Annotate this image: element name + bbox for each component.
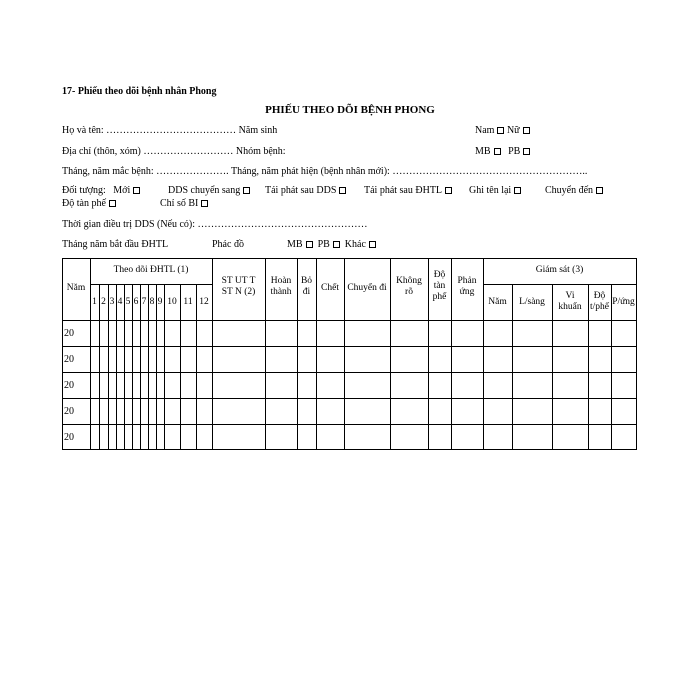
subject-transfer-label: Chuyển đến — [545, 185, 594, 196]
col-year-header: Năm — [66, 283, 86, 293]
month-header-8: 8 — [149, 297, 155, 307]
col-unknown-header — [390, 276, 428, 298]
name-field: Họ và tên: ………………………………… Năm sinh — [62, 125, 278, 136]
monitor-year-header: Năm — [488, 297, 507, 307]
col-reaction-line1: Phản — [457, 276, 477, 286]
row-year-2: 20 — [64, 354, 74, 365]
gender-female-label: Nữ — [506, 125, 520, 136]
monitor-bact-line2: khuẩn — [558, 302, 582, 312]
month-header-9: 9 — [157, 297, 163, 307]
col-disab-line2: tàn — [433, 281, 446, 291]
col-disab-line1: Độ — [433, 270, 446, 280]
month-header-3: 3 — [109, 297, 115, 307]
subject-label: Đối tượng: — [62, 185, 106, 196]
col-complete-line1: Hoàn — [270, 276, 292, 286]
subject-relapse-dds-label: Tái phát sau DDS — [265, 185, 337, 196]
col-unknown-line1: Không — [396, 276, 422, 286]
monitor-bact-header — [552, 291, 588, 313]
col-quit-header — [297, 276, 316, 298]
col-disab-line3: phế — [432, 292, 447, 302]
col-complete-header — [265, 276, 297, 298]
row-year-3: 20 — [64, 380, 74, 391]
month-header-5: 5 — [125, 297, 131, 307]
col-followup-header: Theo dõi ĐHTL (1) — [113, 265, 189, 275]
regimen-pb-label: PB — [317, 239, 330, 250]
monitor-bact-line1: Vi — [565, 291, 575, 301]
subject-relapse-dhtl-label: Tái phát sau ĐHTL — [364, 185, 443, 196]
dds-time-field: Thời gian điều trị DDS (Nếu có): …………………………………………… — [62, 219, 368, 230]
monitor-disab-line2: t/phế — [590, 302, 609, 312]
regimen-mb-label: MB — [287, 239, 303, 250]
col-reaction-header — [451, 276, 483, 298]
disability-label: Độ tàn phế — [62, 198, 106, 209]
col-unknown-line2: rõ — [405, 287, 413, 297]
col-quit-line1: Bỏ — [300, 276, 313, 286]
start-dhtl-label: Tháng năm bắt đầu ĐHTL — [62, 239, 169, 250]
group-mb-label: MB — [475, 146, 491, 157]
col-stutt-header — [212, 276, 265, 298]
subject-dds-label: DDS chuyển sang — [168, 185, 241, 196]
col-stutt-line1: ST UT T — [221, 276, 256, 286]
month-header-2: 2 — [101, 297, 106, 307]
month-header-6: 6 — [133, 297, 139, 307]
address-field: Địa chỉ (thôn, xóm) ……………………… Nhóm bệnh: — [62, 146, 286, 157]
row-year-5: 20 — [64, 432, 74, 443]
col-quit-line2: đi — [302, 287, 311, 297]
month-header-10: 10 — [167, 297, 177, 307]
col-complete-line2: thành — [270, 287, 292, 297]
form-title: PHIẾU THEO DÕI BỆNH PHONG — [265, 104, 435, 116]
month-header-12: 12 — [199, 297, 209, 307]
section-title: 17- Phiếu theo dõi bệnh nhân Phong — [62, 86, 217, 97]
month-header-1: 1 — [92, 297, 97, 307]
col-reaction-line2: ứng — [459, 287, 475, 297]
month-header-7: 7 — [141, 297, 147, 307]
monitor-disab-header — [588, 291, 611, 313]
onset-field: Tháng, năm mắc bệnh: …………………. Tháng, năm phát hiện (bệnh nhân mới): ………………………………………………….. — [62, 166, 588, 177]
subject-new-label: Mới — [113, 185, 131, 196]
monitor-disab-line1: Độ — [593, 291, 606, 301]
group-pb-label: PB — [508, 146, 521, 157]
col-disab-header — [428, 270, 451, 303]
bi-index-label: Chỉ số BI — [160, 198, 199, 209]
col-dead-header: Chết — [321, 283, 339, 293]
row-year-1: 20 — [64, 328, 74, 339]
col-monitor-header: Giám sát (3) — [535, 265, 584, 275]
col-moved-header: Chuyển đi — [347, 283, 387, 293]
gender-male-label: Nam — [475, 125, 495, 136]
regimen-other-label: Khác — [344, 239, 366, 250]
subject-reregister-label: Ghi tên lại — [469, 185, 512, 196]
monitor-react-header: P/ứng — [612, 297, 635, 307]
month-header-4: 4 — [117, 297, 123, 307]
row-year-4: 20 — [64, 406, 74, 417]
monitor-lsang-header: L/sàng — [519, 297, 545, 307]
month-header-11: 11 — [183, 297, 193, 307]
col-stutt-line2: ST N (2) — [221, 287, 256, 297]
regimen-label: Phác đồ — [212, 239, 244, 250]
